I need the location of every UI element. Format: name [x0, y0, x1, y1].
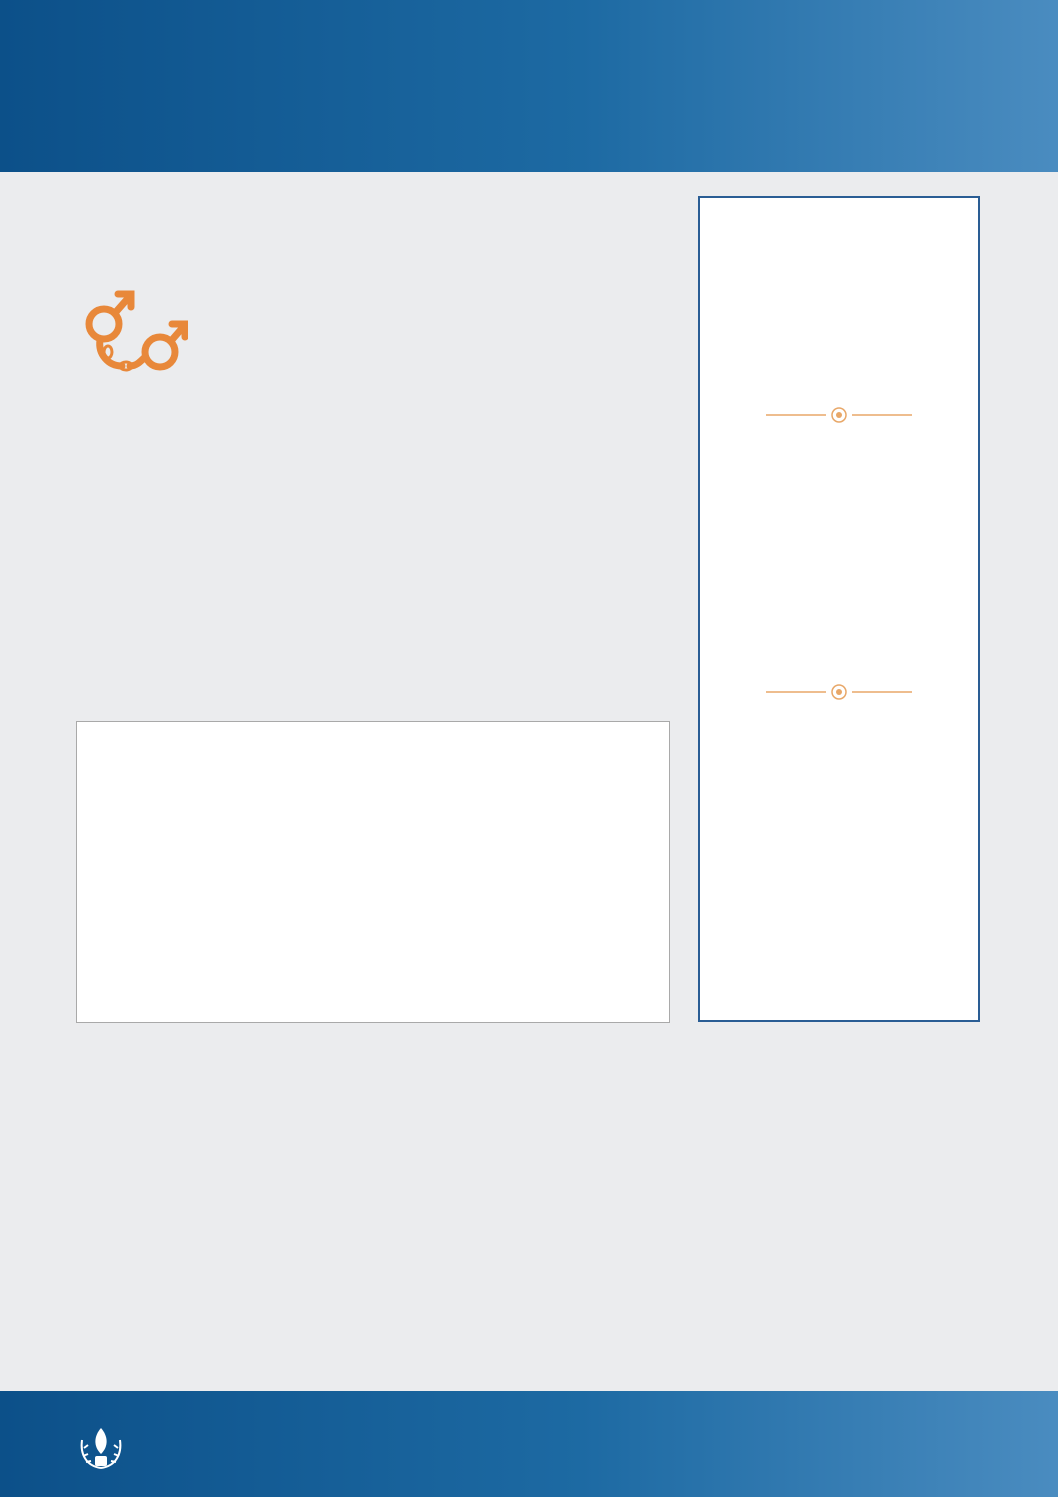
ornament-divider-icon: [766, 682, 912, 702]
body-paragraph-1: [76, 283, 676, 375]
ornament-divider-icon: [766, 405, 912, 425]
definitions-sidebar: [698, 196, 980, 1022]
obligations-box: [76, 721, 670, 1023]
un-human-rights-emblem-icon: [76, 1420, 126, 1476]
people-group-icon: [690, 80, 1040, 172]
footer-banner: [0, 1391, 1058, 1497]
people-row-icon: [78, 1230, 978, 1362]
